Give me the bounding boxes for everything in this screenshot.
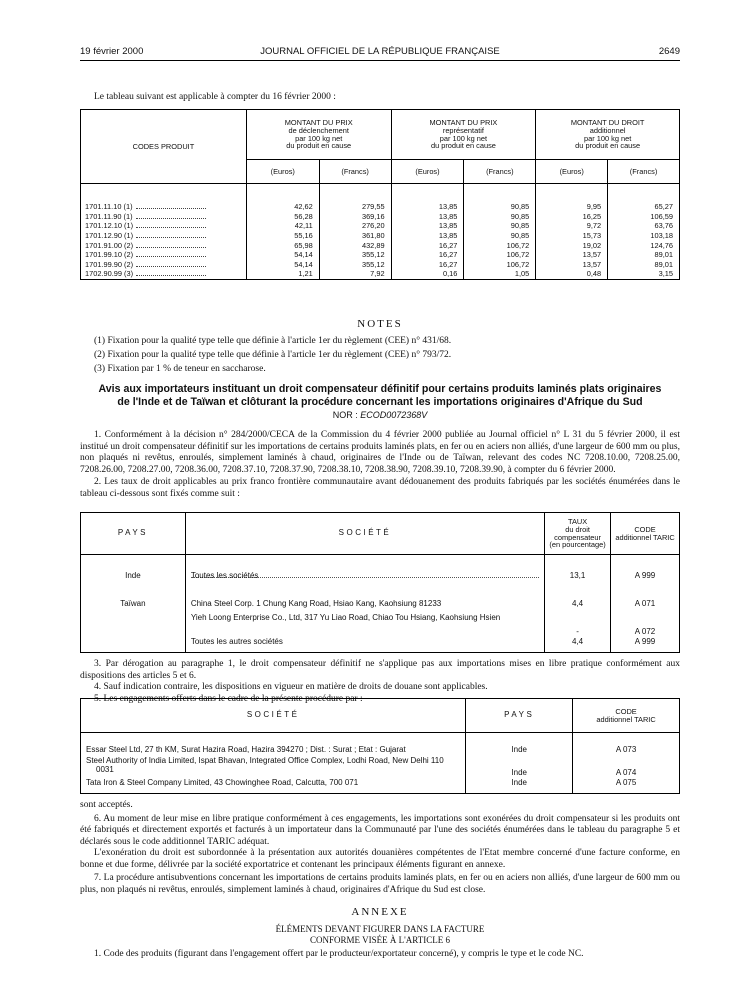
value-cell: 56,28 [246,212,319,222]
col-header-representative-price: MONTANT DU PRIX représentatif par 100 kg net du produit en cause [391,110,536,160]
table-row: Steel Authority of India Limited, Ispat Bhavan, Integrated Office Complex, Lodhi Road, New Delhi 110 0031 Inde A 074 [81,756,680,778]
product-code-cell: 1701.12.10 (1) [81,221,247,231]
nor-code: ECOD0072368V [360,410,428,420]
avis-title-line-2: de l'Inde et de Taïwan et clôturant la procédure concernant les importations originaires d'Afrique du Sud [117,395,643,408]
value-cell: 65,98 [246,240,319,250]
annexe-item-1: 1. Code des produits (figurant dans l'engagement offert par le producteur/exportateur concerné), y compris le type et le code NC. [94,949,584,960]
table-row: Taïwan China Steel Corp. 1 Chung Kang Road, Hsiao Kang, Kaohsiung 81233 4,4 A 071 [81,599,680,613]
paragraph-1: 1. Conformément à la décision n° 284/2000/CECA de la Commission du 4 février 2000 publiée au Journal officiel n° L 31 du 5 février 2000, il est institué un droit compensateur définitif sur les importations de certains produits laminés plats, en fer ou en aciers non alliés, d'une largeur de 600 mm ou plus, non plaqués ni revêtus, enroulés, simplement laminés à chaud, originaires de l'Inde ou de Taïwan, relevant des codes NC 7208.10.00, 7208.25.00, 7208.26.00, 7208.27.00, 7208.36.00, 7208.37.10, 7208.37.90, 7208.38.10, 7208.38.90, 7208.39.10, 7208.39.90, à compter du 6 février 2000. [80,430,680,475]
value-cell: 55,16 [246,231,319,241]
col-header-pays: PAYS [466,699,573,733]
value-cell: 9,95 [536,202,608,212]
value-cell: 13,85 [391,202,464,212]
paragraph-7: 7. La procédure antisubventions concernant les importations de certains produits laminés plats, en fer ou en aciers non alliés, d'une largeur de 600 mm ou plus, non plaqués ni revêtus, enroulés, simplement laminés à chaud, originaires d'Afrique du Sud est close. [80,873,680,896]
value-cell: 103,18 [608,231,680,241]
annexe-subtitle-2: CONFORME VISÉE À L'ARTICLE 6 [310,934,450,945]
value-cell: 1,21 [246,269,319,279]
sugar-price-table [80,109,680,279]
undertakings-table [80,698,680,794]
note-2: (2) Fixation pour la qualité type telle que définie à l'article 1er du règlement (CEE) n° 793/72. [94,349,452,360]
value-cell: 13,85 [391,221,464,231]
value-cell: 1,05 [464,269,536,279]
value-cell: 355,12 [319,260,391,270]
col-header-code-taric: CODE additionnel TARIC [573,699,680,733]
paragraph-3: 3. Par dérogation au paragraphe 1, le droit compensateur définitif ne s'applique pas aux importations mises en libre pratique conformément aux dispositions des articles 5 et 6. [80,659,680,681]
value-cell: 361,80 [319,231,391,241]
annexe-section [80,906,680,961]
value-cell: 42,11 [246,221,319,231]
running-header [80,46,680,60]
table-row [81,240,680,250]
value-cell: 15,73 [536,231,608,241]
value-cell: 13,85 [391,212,464,222]
product-code-cell: 1701.11.90 (1) [81,212,247,222]
col-header-pays: PAYS [81,513,186,555]
nor-reference: NOR : ECOD0072368V [332,410,428,420]
header-page-number: 2649 [658,46,680,57]
col-header-societe: SOCIÉTÉ [81,699,466,733]
table-row: Yieh Loong Enterprise Co., Ltd, 317 Yu Liao Road, Chiao Tou Hsiang, Kaohsiung Hsien - A 072 [81,613,680,637]
product-code-cell: 1701.99.90 (2) [81,260,247,270]
value-cell: 42,62 [246,202,319,212]
value-cell: 0,48 [536,269,608,279]
col-header-trigger-price: MONTANT DU PRIX de déclenchement par 100 kg net du produit en cause [246,110,391,160]
unit-euros: (Euros) [391,160,464,184]
value-cell: 90,85 [464,202,536,212]
paragraph-5: 5. Les engagements offerts dans le cadre de la présente procédure par : [94,693,363,704]
unit-euros: (Euros) [246,160,319,184]
product-code-cell: 1701.91.00 (2) [81,240,247,250]
notes-section [80,318,680,375]
product-code-cell: 1702.90.99 (3) [81,269,247,279]
value-cell: 90,85 [464,212,536,222]
value-cell: 106,72 [464,240,536,250]
duty-rates-table [80,512,680,653]
value-cell: 13,85 [391,231,464,241]
value-cell: 19,02 [536,240,608,250]
product-code-cell: 1701.12.90 (1) [81,231,247,241]
intro-line: Le tableau suivant est applicable à compter du 16 février 2000 : [94,92,336,102]
table-row: Essar Steel Ltd, 27 th KM, Surat Hazira Road, Hazira 394270 ; Dist. : Surat ; Etat : Gujarat Inde A 073 [81,745,680,756]
closing-paragraphs [80,800,680,897]
value-cell: 369,16 [319,212,391,222]
value-cell: 106,72 [464,260,536,270]
avis-heading [80,383,680,421]
value-cell: 106,59 [608,212,680,222]
value-cell: 90,85 [464,221,536,231]
annexe-title: ANNEXE [351,906,409,918]
header-rule [80,60,680,61]
value-cell: 355,12 [319,250,391,260]
table-row [81,250,680,260]
avis-title-line-1: Avis aux importateurs instituant un droit compensateur définitif pour certains produits laminés plats originaires [98,383,662,395]
col-header-additional-duty: MONTANT DU DROIT additionnel par 100 kg net du produit en cause [536,110,680,160]
value-cell: 432,89 [319,240,391,250]
unit-francs: (Francs) [608,160,680,184]
table-row [81,212,680,222]
table-row [81,202,680,212]
value-cell: 16,27 [391,250,464,260]
sont-acceptes: sont acceptés. [80,800,133,810]
value-cell: 106,72 [464,250,536,260]
value-cell: 3,15 [608,269,680,279]
value-cell: 16,25 [536,212,608,222]
col-header-codes: CODES PRODUIT [81,110,247,184]
unit-euros: (Euros) [536,160,608,184]
paragraph-4: 4. Sauf indication contraire, les dispositions en vigueur en matière de droits de douane sont applicables. [94,682,488,693]
value-cell: 7,92 [319,269,391,279]
value-cell: 124,76 [608,240,680,250]
paragraph-6: 6. Au moment de leur mise en libre pratique conformément à ces engagements, les importations sont exonérées du droit compensateur si les produits ont été fabriqués et directement exportés et facturés à un importateur dans la Communauté par l'une des sociétés énumérées dans le tableau du paragraphe 5 et déclarés sous le code additionnel TARIC adéquat. [80,813,680,847]
value-cell: 13,57 [536,250,608,260]
value-cell: 54,14 [246,260,319,270]
table-row [81,269,680,279]
paragraph-2: 2. Les taux de droit applicables au prix franco frontière communautaire avant dédouanement des produits fabriqués par les sociétés énumérées dans le tableau ci-dessous sont fixés comme suit : [80,477,680,499]
avis-paragraphs [80,430,680,500]
product-code-cell: 1701.11.10 (1) [81,202,247,212]
table-row: Toutes les autres sociétés 4,4 A 999 [81,637,680,653]
value-cell: 0,16 [391,269,464,279]
value-cell: 279,55 [319,202,391,212]
value-cell: 89,01 [608,260,680,270]
notes-title: NOTES [357,318,403,330]
table-row [81,221,680,231]
value-cell: 90,85 [464,231,536,241]
table-row: Tata Iron & Steel Company Limited, 43 Chowinghee Road, Calcutta, 700 071 Inde A 075 [81,778,680,794]
header-journal-title: JOURNAL OFFICIEL DE LA RÉPUBLIQUE FRANÇAISE [260,46,500,57]
table-row [81,231,680,241]
unit-francs: (Francs) [464,160,536,184]
value-cell: 16,27 [391,260,464,270]
unit-francs: (Francs) [319,160,391,184]
value-cell: 65,27 [608,202,680,212]
col-header-societe: SOCIÉTÉ [185,513,544,555]
value-cell: 13,57 [536,260,608,270]
value-cell: 89,01 [608,250,680,260]
value-cell: 16,27 [391,240,464,250]
col-header-code-taric: CODE additionnel TARIC [611,513,680,555]
product-code-cell: 1701.99.10 (2) [81,250,247,260]
table-row [81,260,680,270]
value-cell: 9,72 [536,221,608,231]
value-cell: 63,76 [608,221,680,231]
paragraph-6-exoneration: L'exonération du droit est subordonnée à la présentation aux autorités douanières compétentes de l'Etat membre concerné d'une facture conforme, en bonne et due forme, délivrée par la société exportatrice et contenant les principaux éléments figurant en annexe. [80,848,680,870]
value-cell: 54,14 [246,250,319,260]
annexe-subtitle-1: ÉLÉMENTS DEVANT FIGURER DANS LA FACTURE [275,924,485,935]
table-row: Inde Toutes les sociétés 13,1 A 999 [81,571,680,599]
value-cell: 276,20 [319,221,391,231]
note-1: (1) Fixation pour la qualité type telle que définie à l'article 1er du règlement (CEE) n° 431/68. [94,336,452,347]
header-date: 19 février 2000 [80,46,144,57]
note-3: (3) Fixation par 1 % de teneur en saccharose. [94,363,266,374]
col-header-taux: TAUX du droit compensateur (en pourcentage) [545,513,611,555]
